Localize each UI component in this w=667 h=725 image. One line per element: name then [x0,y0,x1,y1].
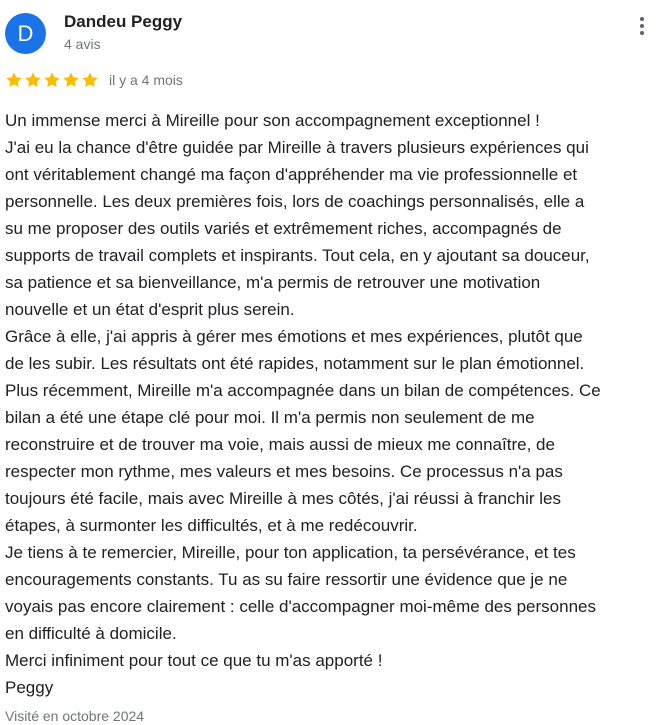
review-line: supports de travail complets et inspirants. Tout cela, en y ajoutant sa douceur, [5,246,590,265]
star-icon [43,71,61,89]
star-icon [81,71,99,89]
review-line: su me proposer des outils variés et extrêmement riches, accompagnés de [5,219,562,238]
review-line: Grâce à elle, j'ai appris à gérer mes émotions et mes expériences, plutôt que [5,327,583,346]
review-line: nouvelle et un état d'esprit plus serein. [5,300,295,319]
more-options-button[interactable] [628,12,656,40]
review-line: Un immense merci à Mireille pour son accompagnement exceptionnel ! [5,111,540,130]
review-line: étapes, à surmonter les difficultés, et à me redécouvrir. [5,516,418,535]
review-line: Je tiens à te remercier, Mireille, pour ton application, ta persévérance, et tes [5,543,576,562]
review-line: J'ai eu la chance d'être guidée par Mireille à travers plusieurs expériences qui [5,138,589,157]
review-line: personnelle. Les deux premières fois, lors de coachings personnalisés, elle a [5,192,585,211]
star-icon [5,71,23,89]
author-name[interactable]: Dandeu Peggy [64,12,183,31]
avatar-initial: D [17,21,34,46]
author-review-count: 4 avis [64,36,101,52]
review-line: bilan a été une étape clé pour moi. Il m'a permis non seulement de me [5,408,535,427]
review-line: reconstruire et de trouver ma voie, mais aussi de mieux me connaître, de [5,435,555,454]
more-vert-icon [639,16,645,36]
review-line: de les subir. Les résultats ont été rapides, notamment sur le plan émotionnel. [5,354,585,373]
star-icon [24,71,42,89]
review-line: toujours été facile, mais avec Mireille à mes côtés, j'ai réussi à franchir les [5,489,561,508]
review-line: en difficulté à domicile. [5,624,177,643]
rating-row [5,70,183,90]
review-line: voyais pas encore clairement : celle d'accompagner moi-même des personnes [5,597,596,616]
star-icon [62,71,80,89]
star-rating [5,71,99,89]
review-line: sa patience et sa bienveillance, m'a permis de retrouver une motivation [5,273,541,292]
review-time: il y a 4 mois [109,72,183,88]
review-line: Merci infiniment pour tout ce que tu m'as apporté ! [5,651,383,670]
review-line: Peggy [5,678,54,697]
review-line: encouragements constants. Tu as su faire ressortir une évidence que je ne [5,570,568,589]
review-text [5,107,665,701]
review-line: respecter mon rythme, mes valeurs et mes besoins. Ce processus n'a pas [5,462,563,481]
review-line: Plus récemment, Mireille m'a accompagnée dans un bilan de compétences. Ce [5,381,601,400]
visit-date: Visité en octobre 2024 [5,708,145,724]
avatar[interactable] [5,13,46,54]
review-line: ont véritablement changé ma façon d'appréhender ma vie professionnelle et [5,165,578,184]
